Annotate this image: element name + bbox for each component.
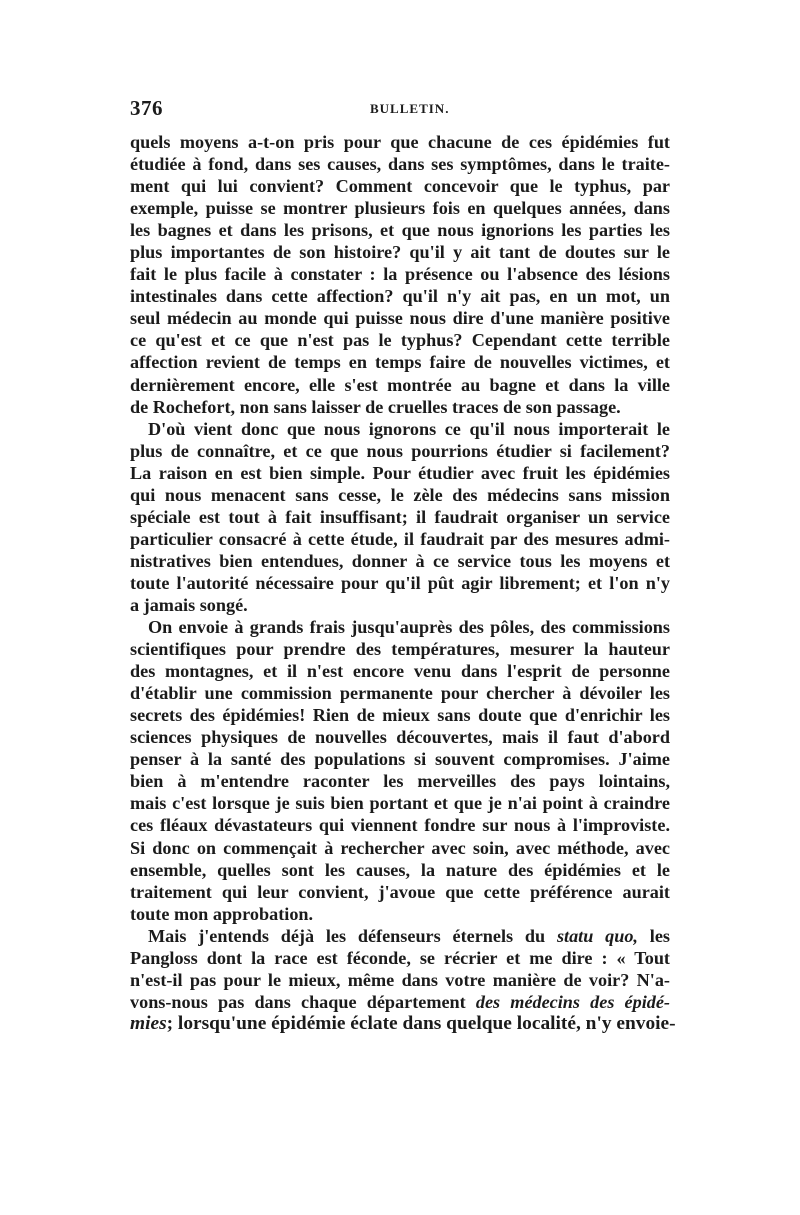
text-segment: vons-nous pas dans chaque département: [130, 991, 476, 1012]
text-line: ces fléaux dévastateurs qui viennent fondre sur nous à l'improviste.: [130, 815, 670, 836]
italic-phrase: des médecins des épidé-: [475, 991, 670, 1012]
text-line: plus de connaître, et ce que nous pourrions étudier si facilement?: [130, 440, 670, 461]
text-line: les bagnes et dans les prisons, et que nous ignorions les parties les: [130, 220, 670, 241]
text-line: traitement qui leur convient, j'avoue que cette préférence aurait: [130, 881, 670, 902]
text-line: [130, 1012, 676, 1035]
running-head: BULLETIN.: [370, 101, 450, 116]
text-line: fait le plus facile à constater : la présence ou l'absence des lésions: [130, 264, 670, 285]
text-line: ce qu'est et ce que n'est pas le typhus? Cependant cette terrible: [130, 330, 670, 351]
text-line: mais c'est lorsque je suis bien portant et que je n'ai point à craindre: [130, 793, 670, 814]
text-line: qui nous menacent sans cesse, le zèle des médecins sans mission: [130, 484, 670, 505]
text-line: a jamais songé.: [130, 594, 248, 615]
text-line: des montagnes, et il n'est encore venu dans l'esprit de personne: [130, 661, 670, 682]
paragraph-start-line: [130, 925, 670, 947]
text-line: exemple, puisse se montrer plusieurs fois en quelques années, dans: [130, 198, 670, 219]
text-line: plus importantes de son histoire? qu'il y ait tant de doutes sur le: [130, 242, 670, 263]
italic-phrase: statu quo,: [556, 925, 638, 946]
text-line: d'établir une commission permanente pour chercher à dévoiler les: [130, 683, 670, 704]
text-line: étudiée à fond, dans ses causes, dans ses symptômes, dans le traite-: [130, 154, 670, 175]
text-line: secrets des épidémies! Rien de mieux sans doute que d'enrichir les: [130, 705, 670, 726]
text-line: nistratives bien entendues, donner à ce service tous les moyens et: [130, 550, 670, 571]
text-line: quels moyens a-t-on pris pour que chacune de ces épidémies fut: [130, 132, 670, 152]
text-line: Pangloss dont la race est féconde, se récrier et me dire : « Tout: [130, 947, 670, 968]
text-line: La raison en est bien simple. Pour étudier avec fruit les épidémies: [130, 462, 670, 483]
text-line: Si donc on commençait à rechercher avec soin, avec méthode, avec: [130, 837, 670, 858]
page-header: [130, 96, 670, 122]
text-line: ensemble, quelles sont les causes, la nature des épidémies et le: [130, 859, 670, 880]
paragraph-start-line: On envoie à grands frais jusqu'auprès des pôles, des commissions: [148, 617, 670, 638]
text-line: particulier consacré à cette étude, il faudrait par des mesures admi-: [130, 528, 670, 549]
text-line: toute mon approbation.: [130, 903, 314, 924]
text-segment: Mais j'entends déjà les défenseurs éternels du: [148, 925, 557, 946]
text-line: ment qui lui convient? Comment concevoir que le typhus, par: [130, 176, 670, 197]
text-line: de Rochefort, non sans laisser de cruelles traces de son passage.: [130, 396, 621, 417]
text-line: intestinales dans cette affection? qu'il n'y ait pas, en un mot, un: [130, 286, 670, 307]
text-line: sciences physiques de nouvelles découvertes, mais il faut d'abord: [130, 727, 670, 748]
text-segment: ; lorsqu'une épidémie éclate dans quelque localité, n'y envoie-: [166, 1012, 676, 1034]
text-line: dernièrement encore, elle s'est montrée au bagne et dans la ville: [130, 374, 670, 395]
text-line: affection revient de temps en temps faire de nouvelles victimes, et: [130, 352, 670, 373]
text-line: toute l'autorité nécessaire pour qu'il pût agir librement; et l'on n'y: [130, 572, 670, 593]
text-segment: les: [637, 925, 670, 946]
text-line: spéciale est tout à fait insuffisant; il faudrait organiser un service: [130, 506, 670, 527]
italic-phrase: mies: [130, 1012, 167, 1034]
text-line: [130, 991, 670, 1013]
text-line: scientifiques pour prendre des températures, mesurer la hauteur: [130, 639, 670, 660]
paragraph-start-line: D'où vient donc que nous ignorons ce qu'il nous importerait le: [148, 418, 670, 439]
text-line: penser à la santé des populations si souvent compromises. J'aime: [130, 749, 670, 770]
text-line: bien à m'entendre raconter les merveilles des pays lointains,: [130, 771, 670, 792]
text-line: seul médecin au monde qui puisse nous dire d'une manière positive: [130, 308, 670, 329]
text-line: n'est-il pas pour le mieux, même dans votre manière de voir? N'a-: [130, 969, 670, 990]
body-text: [130, 131, 676, 1035]
page-number: 376: [130, 96, 163, 120]
